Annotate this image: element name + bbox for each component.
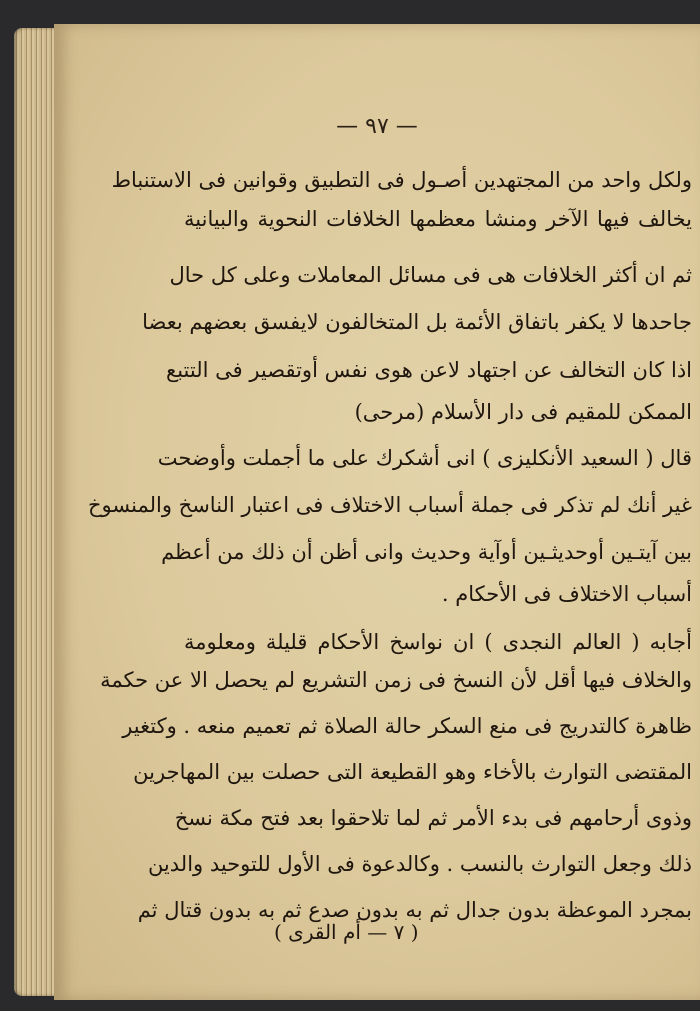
text-line: ثم ان أكثر الخلافات هى فى مسائل المعاملات وعلى كل حال <box>169 263 692 287</box>
text-line: الممكن للمقيم فى دار الأسلام (مرحى) <box>354 400 692 424</box>
text-line: المقتضى التوارث بالأخاء وهو القطيعة التى حصلت بين المهاجرين <box>133 760 692 784</box>
text-line: قال ( السعيد الأنكليزى ) انى أشكرك على ما أجملت وأوضحت <box>157 446 692 470</box>
text-line: غير أنك لم تذكر فى جملة أسباب الاختلاف فى اعتبار الناسخ والمنسوخ <box>87 493 692 517</box>
page-number: — ٩٧ — <box>336 114 418 139</box>
text-line: ظاهرة كالتدريج فى منع السكر حالة الصلاة ثم تعميم منعه . وكتغير <box>122 714 692 738</box>
text-line: يخالف فيها الآخر ومنشا معظمها الخلافات النحوية والبيانية <box>184 207 692 231</box>
text-line: والخلاف فيها أقل لأن النسخ فى زمن التشريع لم يحصل الا عن حكمة <box>100 668 692 692</box>
text-line: أسباب الاختلاف فى الأحكام . <box>441 582 692 606</box>
book <box>14 24 700 1000</box>
text-line: ذلك وجعل التوارث بالنسب . وكالدعوة فى الأول للتوحيد والدين <box>147 852 692 876</box>
text-line: اذا كان التخالف عن اجتهاد لاعن هوى نفس أوتقصير فى التتبع <box>166 358 692 382</box>
text-line: أجابه ( العالم النجدى ) ان نواسخ الأحكام قليلة ومعلومة <box>184 630 692 654</box>
text-line: بين آيتـين أوحديثـين أوآية وحديث وانى أظن أن ذلك من أعظم <box>161 540 692 564</box>
text-line: جاحدها لا يكفر باتفاق الأئمة بل المتخالفون لايفسق بعضهم بعضا <box>142 310 692 334</box>
text-line: وذوى أرحامهم فى بدء الأمر ثم لما تلاحقوا بعد فتح مكة نسخ <box>174 806 692 830</box>
text-line: بمجرد الموعظة بدون جدال ثم به بدون صدع ثم به بدون قتال ثم <box>137 898 692 922</box>
page-edges <box>14 28 58 996</box>
book-page <box>54 24 700 1000</box>
page-footer-signature: ( ٧ — أم القرى ) <box>274 920 419 944</box>
text-line: ولكل واحد من المجتهدين أصـول فى التطبيق وقوانين فى الاستنباط <box>111 168 692 192</box>
